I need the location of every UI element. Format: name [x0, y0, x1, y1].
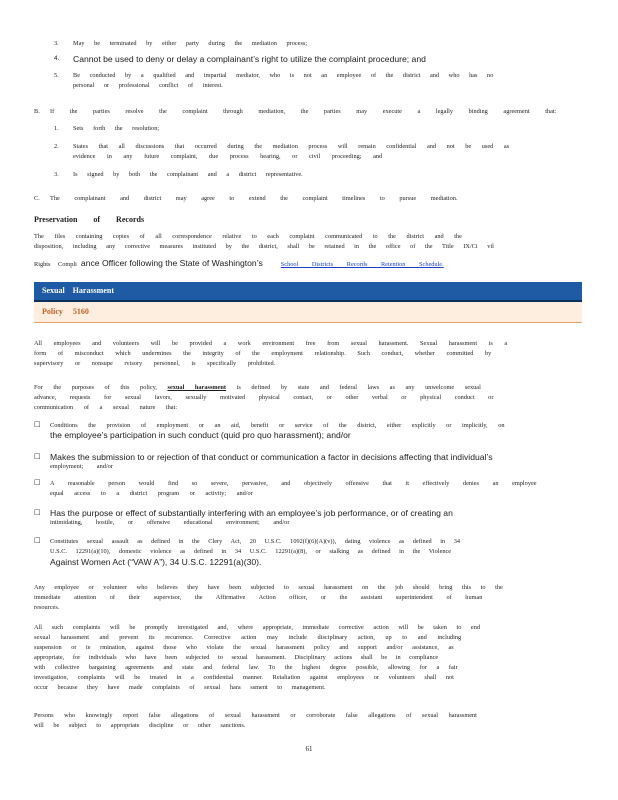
paragraph-line: All employees and volunteers will be provided a work environment free from sexual harassment. Sexual harassment is a — [34, 340, 508, 347]
list-item: □ A reasonable person would find so severe, pervasive, and objectively offensive that it effectively denies an employee equal access to a district program or activity; and/or — [34, 478, 537, 497]
defined-term: sexual harassment — [167, 384, 227, 391]
paragraph-line: resources. — [34, 604, 60, 611]
list-item: 1. Sets forth the resolution; — [54, 125, 160, 132]
list-item: □ Conditions the provision of employment or an aid, benefit or service of the district, either explicitly or implicitly, on the employee’s participation in such conduct (quid pro quo harassment); and/or — [34, 420, 505, 440]
paragraph-line: form of misconduct which undermines the integrity of the employment relationship. Such conduct, whether committed by — [34, 350, 492, 357]
paragraph-line: communication of a sexual nature that: — [34, 404, 178, 411]
policy-label: Policy 5160 — [42, 307, 89, 316]
records-retention-link[interactable]: School Districts Records Retention Schedule — [280, 261, 443, 268]
policy-bar — [34, 302, 582, 322]
list-item: □ Has the purpose or effect of substantially interfering with an employee’s job performance, or of creating an intimidating, hostile, or offensive educational environment; and/or — [34, 508, 453, 526]
list-item: □ Constitutes sexual assault as defined in the Clery Act, 20 U.S.C. 1092(f)(6)(A)(v)), dating violence as defined in 34 U.S.C. 12291(a)(10), domestic violence as defined in 34 U.S.C. 12291(a)(8), or stalking as defined in the Violence Against Women Act (“VAW A”), 34 U.S.C. 12291(a)(30). — [34, 536, 460, 567]
paragraph-line: For the purposes of this policy, sexual harassment is defined by state and federal laws as any unwelcome sexual — [34, 384, 481, 391]
paragraph-line: appropriate, for individuals who have been subjected to sexual harassment. Disciplinary actions shall be in compliance — [34, 654, 439, 661]
list-item: 5. Be conducted by a qualified and impartial mediator, who is not an employee of the district and who has no personal or professional conflict of interest. — [54, 72, 494, 89]
checkbox-bullet-icon: □ — [34, 452, 41, 460]
list-item: 3. Is signed by both the complainant and a district representative. — [54, 171, 303, 178]
section-banner — [34, 282, 582, 302]
checkbox-bullet-icon: □ — [34, 536, 41, 544]
paragraph-line: with collective bargaining agreements and state and federal law. To the highest degree possible, allowing for a fair — [34, 664, 458, 671]
checkbox-bullet-icon: □ — [34, 508, 41, 516]
list-item: 3. May be terminated by either party during the mediation process; — [54, 40, 308, 47]
list-item: □ Makes the submission to or rejection of that conduct or communication a factor in decisions affecting that individual’s employment; and/or — [34, 452, 493, 470]
paragraph-line: sexual harassment and prevent its recurrence. Corrective action may include disciplinary action, up to and including — [34, 634, 462, 641]
checkbox-bullet-icon: □ — [34, 478, 41, 486]
paragraph-line: Any employee or volunteer who believes they have been subjected to sexual harassment on the job should bring this to the — [34, 584, 503, 591]
preservation-line: disposition, including any corrective measures instituted by the district, shall be retained in the office of the Title IX/Ci vil — [34, 243, 494, 250]
paragraph-line: suspension or te rmination, against those who violate the sexual harassment policy and support and/or assistance, as — [34, 644, 454, 651]
section-b-intro: B. If the parties resolve the complaint through mediation, the parties may execute a legally binding agreement that: — [34, 108, 557, 115]
paragraph-line: All such complaints will be promptly investigated and, where appropriate, immediate corrective action will be taken to end — [34, 624, 481, 631]
section-c: C. The complainant and district may agree to extend the complaint timelines to pursue mediation. — [34, 195, 458, 202]
page-number: 61 — [305, 745, 313, 753]
paragraph-line: advance, requests for sexual favors, sexually motivated physical contact, or other verbal or physical conduct or — [34, 394, 494, 401]
checkbox-bullet-icon: □ — [34, 420, 41, 428]
paragraph-line: investigation, complaints will be treated in a confidential manner. Retaliation against employees or volunteers shall not — [34, 674, 454, 681]
paragraph-line: supervisory or nonsupe rvisory personnel, is specifically prohibited. — [34, 360, 276, 367]
preservation-line: The files containing copies of all correspondence relative to each complaint communicated to the district and the — [34, 233, 462, 240]
divider — [34, 322, 582, 323]
list-item: 2. States that all discussions that occurred during the mediation process will remain confidential and not be used as evidence in any future complaint, due process hearing, or civil proceeding; and — [54, 143, 510, 160]
preservation-heading: Preservation of Records — [34, 215, 145, 224]
paragraph-line: occur because they have made complaints of sexual hara ssment to management. — [34, 684, 326, 691]
preservation-line: Rights Compli ance Officer following the State of Washington’s School Districts Records Retention Schedule. — [34, 258, 444, 268]
paragraph-line: Persons who knowingly report false allegations of sexual harassment or corroborate false allegations of sexual harassment — [34, 712, 477, 719]
list-item: 4. Cannot be used to deny or delay a complainant’s right to utilize the complaint procedure; and — [54, 54, 426, 64]
banner-title: Sexual Harassment — [42, 286, 114, 295]
paragraph-line: immediate attention of their supervisor, the Affirmative Action officer, or the assistant superintendent of human — [34, 594, 483, 601]
paragraph-line: will be subject to appropriate discipline or other sanctions. — [34, 722, 246, 729]
